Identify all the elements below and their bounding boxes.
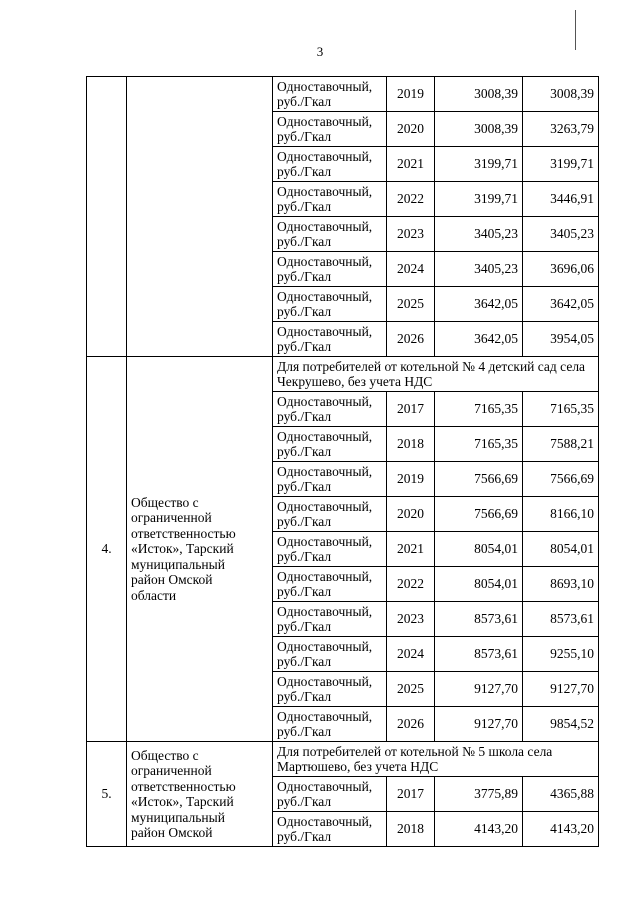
row-number-cell: 5. — [87, 742, 127, 847]
tariff-type-line1: Одноставочный, — [277, 253, 373, 269]
tariff-type-cell — [273, 637, 387, 672]
tariff-type-line1: Одноставочный, — [277, 393, 373, 409]
tariff-first-half: 8573,61 — [435, 637, 523, 672]
tariff-first-half: 3008,39 — [435, 112, 523, 147]
organization-line: ответственностью — [131, 778, 236, 794]
tariff-first-half: 7165,35 — [435, 427, 523, 462]
tariff-type-line2: руб./Гкал — [277, 409, 332, 424]
organization-line: муниципальный — [131, 556, 225, 572]
tariff-type-cell — [273, 322, 387, 357]
row-number-cell — [87, 77, 127, 357]
organization-cell — [127, 357, 273, 742]
tariff-type-line1: Одноставочный, — [277, 603, 373, 619]
tariff-type-line2: руб./Гкал — [277, 619, 332, 634]
organization-line: «Исток», Тарский — [131, 794, 234, 809]
tariff-type-cell — [273, 182, 387, 217]
tariff-second-half: 3263,79 — [523, 112, 599, 147]
tariff-type-line2: руб./Гкал — [277, 549, 332, 564]
tariff-type-cell — [273, 812, 387, 847]
tariff-type-line2: руб./Гкал — [277, 339, 332, 354]
tariff-type-cell — [273, 567, 387, 602]
tariff-second-half: 3446,91 — [523, 182, 599, 217]
tariff-first-half: 7566,69 — [435, 497, 523, 532]
year-cell: 2020 — [387, 497, 435, 532]
tariff-type-cell — [273, 462, 387, 497]
organization-line: Общество с — [131, 494, 199, 510]
year-cell: 2019 — [387, 462, 435, 497]
tariff-first-half: 8054,01 — [435, 567, 523, 602]
tariff-type-line2: руб./Гкал — [277, 479, 332, 494]
tariff-second-half: 3199,71 — [523, 147, 599, 182]
year-cell: 2026 — [387, 322, 435, 357]
tariff-first-half: 3775,89 — [435, 777, 523, 812]
year-cell: 2018 — [387, 812, 435, 847]
year-cell: 2024 — [387, 637, 435, 672]
tariff-type-cell — [273, 672, 387, 707]
tariff-first-half: 9127,70 — [435, 707, 523, 742]
tariff-second-half: 3642,05 — [523, 287, 599, 322]
organization-line: ограниченной — [131, 763, 212, 778]
tariff-type-line2: руб./Гкал — [277, 584, 332, 599]
year-cell: 2017 — [387, 392, 435, 427]
tariff-type-line2: руб./Гкал — [277, 689, 332, 704]
tariff-type-line2: руб./Гкал — [277, 654, 332, 669]
year-cell: 2025 — [387, 287, 435, 322]
organization-line: ограниченной — [131, 510, 212, 526]
block-header-row — [87, 742, 599, 777]
year-cell: 2025 — [387, 672, 435, 707]
organization-cell — [127, 77, 273, 357]
year-cell: 2022 — [387, 567, 435, 602]
tariff-type-cell — [273, 777, 387, 812]
tariff-type-line2: руб./Гкал — [277, 304, 332, 319]
tariff-second-half: 8573,61 — [523, 602, 599, 637]
organization-line: ответственностью — [131, 525, 236, 541]
tariff-second-half: 7165,35 — [523, 392, 599, 427]
year-cell: 2020 — [387, 112, 435, 147]
tariff-second-half: 4365,88 — [523, 777, 599, 812]
year-cell: 2018 — [387, 427, 435, 462]
tariff-type-line2: руб./Гкал — [277, 724, 332, 739]
year-cell: 2023 — [387, 217, 435, 252]
organization-line: Общество с — [131, 747, 199, 763]
tariff-first-half: 8054,01 — [435, 532, 523, 567]
tariff-second-half: 3405,23 — [523, 217, 599, 252]
tariff-type-cell — [273, 77, 387, 112]
tariff-type-line1: Одноставочный, — [277, 218, 373, 234]
organization-line: район Омской — [131, 572, 213, 588]
tariff-second-half: 9127,70 — [523, 672, 599, 707]
tariff-type-line1: Одноставочный, — [277, 463, 373, 479]
tariff-first-half: 3199,71 — [435, 147, 523, 182]
tariff-type-line1: Одноставочный, — [277, 638, 373, 654]
table-row — [87, 77, 599, 112]
year-cell: 2022 — [387, 182, 435, 217]
tariff-type-line2: руб./Гкал — [277, 164, 332, 179]
tariff-first-half: 9127,70 — [435, 672, 523, 707]
tariff-first-half: 3642,05 — [435, 287, 523, 322]
year-cell: 2017 — [387, 777, 435, 812]
tariff-second-half: 3696,06 — [523, 252, 599, 287]
tariff-type-line1: Одноставочный, — [277, 428, 373, 444]
tariff-type-line1: Одноставочный, — [277, 533, 373, 549]
tariff-type-line1: Одноставочный, — [277, 78, 373, 94]
tariff-first-half: 3199,71 — [435, 182, 523, 217]
tariff-second-half: 7588,21 — [523, 427, 599, 462]
row-number-cell: 4. — [87, 357, 127, 742]
tariff-type-line1: Одноставочный, — [277, 148, 373, 164]
tariff-first-half: 8573,61 — [435, 602, 523, 637]
tariff-type-line2: руб./Гкал — [277, 794, 332, 809]
tariff-table — [86, 76, 599, 847]
tariff-type-cell — [273, 147, 387, 182]
tariff-type-cell — [273, 427, 387, 462]
year-cell: 2021 — [387, 532, 435, 567]
tariff-first-half: 3642,05 — [435, 322, 523, 357]
tariff-type-line1: Одноставочный, — [277, 183, 373, 199]
tariff-type-line2: руб./Гкал — [277, 94, 332, 109]
organization-line: муниципальный — [131, 809, 225, 825]
tariff-type-line2: руб./Гкал — [277, 269, 332, 284]
tariff-type-line1: Одноставочный, — [277, 673, 373, 689]
tariff-first-half: 3405,23 — [435, 252, 523, 287]
year-cell: 2023 — [387, 602, 435, 637]
tariff-second-half: 3954,05 — [523, 322, 599, 357]
tariff-type-line2: руб./Гкал — [277, 129, 332, 144]
tariff-type-cell — [273, 602, 387, 637]
block-header-cell: Для потребителей от котельной № 4 детский сад села Чекрушево, без учета НДС — [273, 357, 599, 392]
tariff-type-cell — [273, 532, 387, 567]
tariff-second-half: 8693,10 — [523, 567, 599, 602]
tariff-type-line1: Одноставочный, — [277, 498, 373, 514]
tariff-second-half: 9854,52 — [523, 707, 599, 742]
tariff-type-line1: Одноставочный, — [277, 708, 373, 724]
tariff-type-line2: руб./Гкал — [277, 514, 332, 529]
tariff-type-cell — [273, 112, 387, 147]
tariff-type-line1: Одноставочный, — [277, 778, 373, 794]
tariff-first-half: 3008,39 — [435, 77, 523, 112]
tariff-first-half: 7566,69 — [435, 462, 523, 497]
tariff-type-line2: руб./Гкал — [277, 199, 332, 214]
tariff-type-cell — [273, 287, 387, 322]
tariff-type-cell — [273, 252, 387, 287]
organization-line: «Исток», Тарский — [131, 541, 234, 557]
tariff-type-line2: руб./Гкал — [277, 829, 332, 844]
block-header-row — [87, 357, 599, 392]
tariff-type-line1: Одноставочный, — [277, 813, 373, 829]
tariff-type-line2: руб./Гкал — [277, 234, 332, 249]
year-cell: 2024 — [387, 252, 435, 287]
organization-line: области — [131, 587, 177, 603]
tariff-type-cell — [273, 217, 387, 252]
tariff-first-half: 3405,23 — [435, 217, 523, 252]
organization-cell — [127, 742, 273, 847]
year-cell: 2026 — [387, 707, 435, 742]
tariff-second-half: 4143,20 — [523, 812, 599, 847]
scan-artifact-line — [575, 10, 576, 50]
tariff-type-cell — [273, 392, 387, 427]
block-header-cell: Для потребителей от котельной № 5 школа села Мартюшево, без учета НДС — [273, 742, 599, 777]
tariff-first-half: 7165,35 — [435, 392, 523, 427]
year-cell: 2019 — [387, 77, 435, 112]
tariff-type-cell — [273, 497, 387, 532]
tariff-second-half: 8166,10 — [523, 497, 599, 532]
tariff-type-cell — [273, 707, 387, 742]
tariff-type-line1: Одноставочный, — [277, 568, 373, 584]
tariff-second-half: 7566,69 — [523, 462, 599, 497]
tariff-second-half: 9255,10 — [523, 637, 599, 672]
tariff-type-line1: Одноставочный, — [277, 323, 373, 339]
tariff-type-line1: Одноставочный, — [277, 288, 373, 304]
tariff-type-line2: руб./Гкал — [277, 444, 332, 459]
year-cell: 2021 — [387, 147, 435, 182]
tariff-first-half: 4143,20 — [435, 812, 523, 847]
page-number: 3 — [316, 44, 324, 59]
tariff-second-half: 8054,01 — [523, 532, 599, 567]
tariff-second-half: 3008,39 — [523, 77, 599, 112]
tariff-type-line1: Одноставочный, — [277, 113, 373, 129]
organization-line: район Омской — [131, 825, 213, 840]
